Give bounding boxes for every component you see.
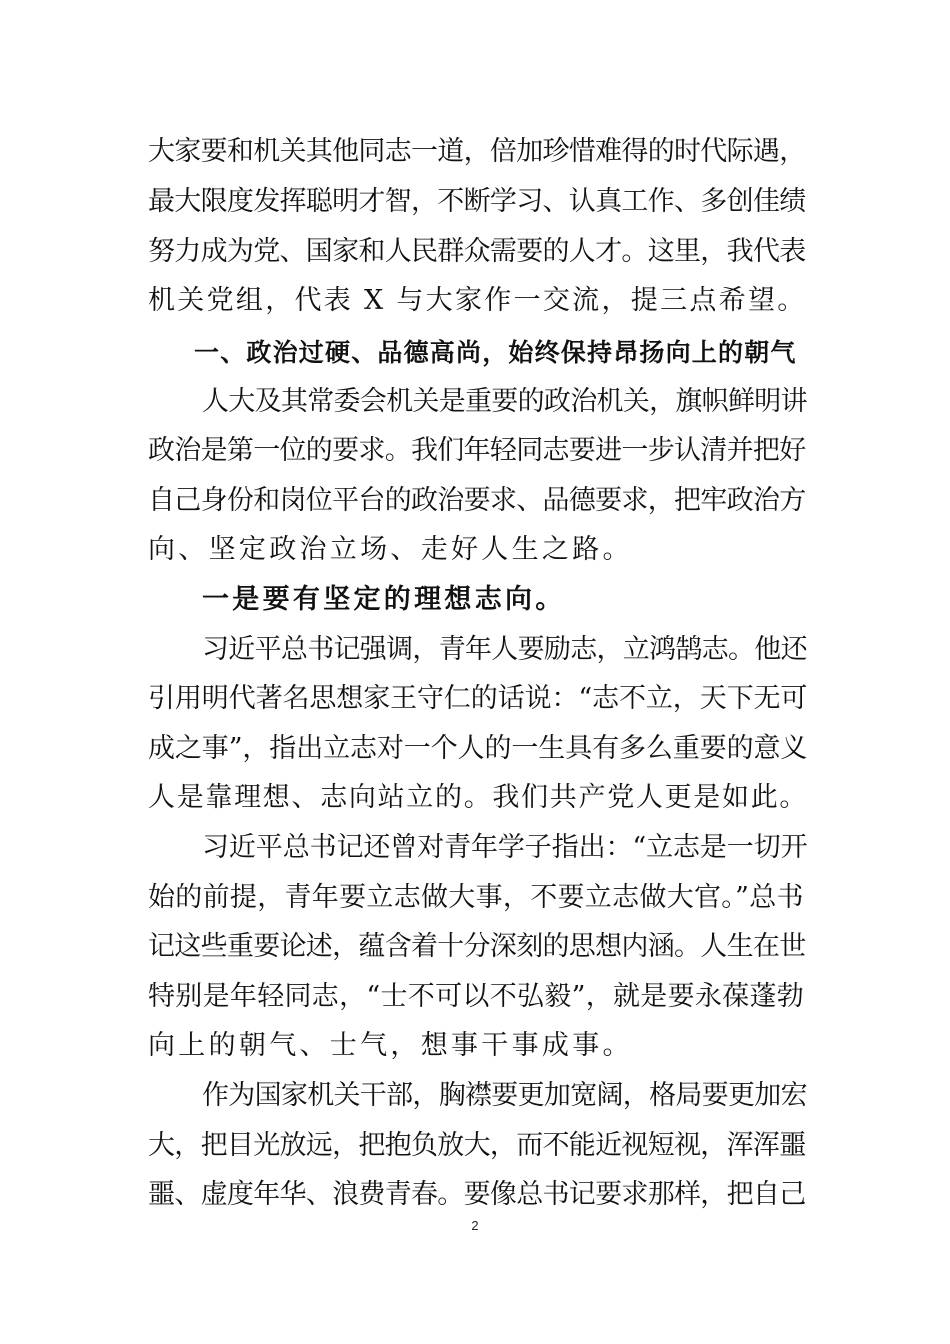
text-line: 作为国家机关干部，胸襟要更加宽阔，格局要更加宏 [202, 1080, 807, 1111]
text-line: 习近平总书记还曾对青年学子指出：“立志是一切开 [202, 832, 808, 863]
text-line: 习近平总书记强调，青年人要励志，立鸿鹄志。他还 [202, 634, 807, 665]
text-line: 努力成为党、国家和人民群众需要的人才。这里，我代表 [148, 236, 806, 267]
text-line: 自己身份和岗位平台的政治要求、品德要求，把牢政治方 [148, 485, 806, 516]
page-number: 2 [471, 1218, 479, 1233]
text-line: 人是靠理想、志向站立的。我们共产党人更是如此。 [148, 782, 809, 813]
text-line: 最大限度发挥聪明才智，不断学习、认真工作、多创佳绩 [148, 186, 806, 217]
text-line: 始的前提，青年要立志做大事，不要立志做大官。”总书 [148, 882, 804, 913]
subsection-heading: 一是要有坚定的理想志向。 [202, 584, 566, 615]
text-line: 引用明代著名思想家王守仁的话说：“志不立，天下无可 [148, 683, 808, 714]
text-line: 噩、虚度年华、浪费青春。要像总书记要求那样，把自己 [148, 1179, 806, 1210]
text-line: 向上的朝气、士气，想事干事成事。 [148, 1030, 633, 1061]
text-line: 大家要和机关其他同志一道，倍加珍惜难得的时代际遇， [148, 136, 806, 167]
text-line: 机关党组，代表 X 与大家作一交流，提三点希望。 [148, 285, 807, 316]
text-line: 特别是年轻同志，“士不可以不弘毅”，就是要永葆蓬勃 [148, 981, 805, 1012]
text-line: 人大及其常委会机关是重要的政治机关，旗帜鲜明讲 [202, 386, 807, 417]
text-line: 大，把目光放远，把抱负放大，而不能近视短视，浑浑噩 [148, 1130, 806, 1161]
text-line: 成之事”，指出立志对一个人的一生具有多么重要的意义 [148, 733, 808, 764]
text-line: 记这些重要论述，蕴含着十分深刻的思想内涵。人生在世 [148, 931, 806, 962]
section-heading: 一、政治过硬、品德高尚，始终保持昂扬向上的朝气 [194, 338, 797, 367]
text-line: 向、坚定政治立场、走好人生之路。 [148, 534, 633, 565]
text-line: 政治是第一位的要求。我们年轻同志要进一步认清并把好 [148, 435, 806, 466]
